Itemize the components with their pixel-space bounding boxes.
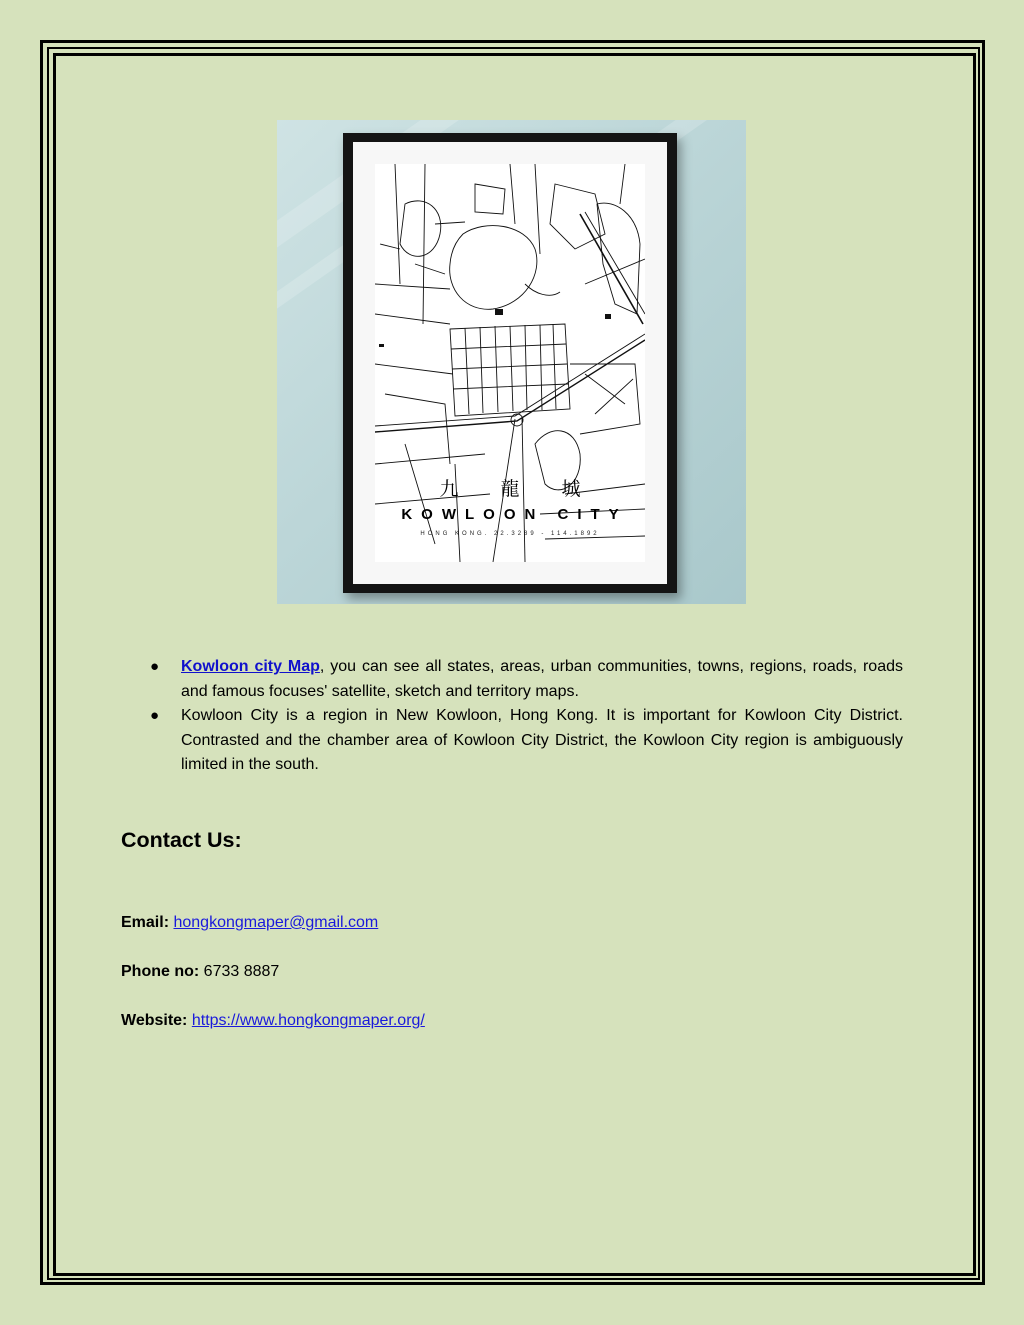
bullet-dot: ● — [150, 658, 160, 675]
phone-label: Phone no: — [121, 963, 200, 980]
list-item — [150, 655, 903, 704]
phone-number: 6733 8887 — [203, 963, 280, 980]
kowloon-city-map-poster-image — [277, 120, 746, 604]
bullet-text: Kowloon City is a region in New Kowloon, Hong Kong. It is important for Kowloon City District. Contrasted and the chamber area of Kowloon City District, the Kowloon City region is ambiguously limited in the south. — [181, 707, 903, 773]
phone-row — [121, 963, 279, 981]
kowloon-city-map-link[interactable]: Kowloon city Map — [181, 658, 320, 675]
street-map-lines — [375, 164, 645, 562]
bullet-dot: ● — [150, 707, 160, 724]
website-row — [121, 1012, 425, 1030]
website-link[interactable]: https://www.hongkongmaper.org/ — [191, 1012, 425, 1029]
street-map-print — [375, 164, 645, 562]
website-label: Website: — [121, 1012, 188, 1029]
list-item — [150, 704, 903, 778]
poster-mat — [353, 142, 667, 584]
map-coordinates: HONG KONG. 22.3289 - 114.1892 — [420, 531, 600, 537]
email-label: Email: — [121, 914, 170, 931]
email-row — [121, 914, 378, 932]
email-link[interactable]: hongkongmaper@gmail.com — [173, 914, 379, 931]
contact-heading: Contact Us: — [121, 828, 242, 852]
info-bullet-list — [150, 655, 903, 778]
map-english-title: KOWLOON CITY — [401, 506, 628, 523]
bullet-text: , you can see all states, areas, urban communities, towns, regions, roads, roads and famous focuses' satellite, sketch and territory maps. — [181, 658, 904, 700]
map-chinese-title: 九 龍 城 — [439, 478, 599, 500]
poster-frame — [343, 133, 677, 593]
